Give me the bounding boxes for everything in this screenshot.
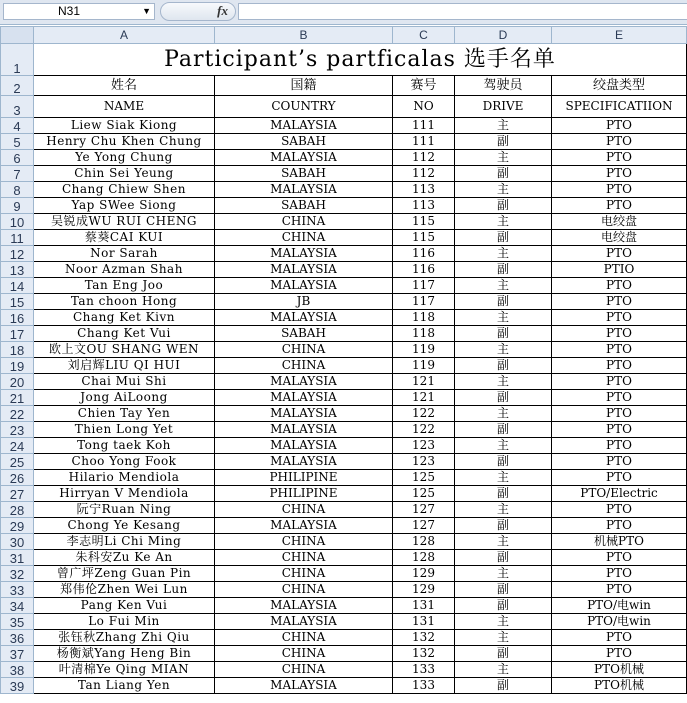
cell-name[interactable]: Hilario Mendiola xyxy=(34,470,215,486)
cell-specification[interactable]: PTO xyxy=(552,422,687,438)
row-header[interactable]: 17 xyxy=(1,326,34,342)
cell-drive[interactable]: 主 xyxy=(455,182,552,198)
cell-country[interactable]: CHINA xyxy=(215,630,393,646)
cell-drive[interactable]: 副 xyxy=(455,598,552,614)
cell-specification[interactable]: PTO xyxy=(552,310,687,326)
cell-specification[interactable]: PTO xyxy=(552,166,687,182)
column-header-d[interactable]: D xyxy=(455,27,552,44)
cell-name[interactable]: Chong Ye Kesang xyxy=(34,518,215,534)
cell-specification[interactable]: PTO xyxy=(552,246,687,262)
cell-number[interactable]: 128 xyxy=(393,550,455,566)
table-row xyxy=(1,518,687,534)
row-header[interactable]: 25 xyxy=(1,454,34,470)
cell-country[interactable]: MALAYSIA xyxy=(215,182,393,198)
cell-country[interactable]: MALAYSIA xyxy=(215,438,393,454)
cell-number[interactable]: 132 xyxy=(393,630,455,646)
cell-country[interactable]: PHILIPINE xyxy=(215,470,393,486)
cell-specification[interactable]: PTO xyxy=(552,438,687,454)
cell-number[interactable]: 117 xyxy=(393,294,455,310)
row-header[interactable]: 13 xyxy=(1,262,34,278)
cell-country[interactable]: CHINA xyxy=(215,230,393,246)
cell-specification[interactable]: PTO xyxy=(552,342,687,358)
header-en-name[interactable]: NAME xyxy=(34,96,215,118)
table-row xyxy=(1,534,687,550)
row-header[interactable]: 11 xyxy=(1,230,34,246)
cell-name[interactable]: Choo Yong Fook xyxy=(34,454,215,470)
cell-specification[interactable]: PTO xyxy=(552,454,687,470)
table-row xyxy=(1,262,687,278)
cell-specification[interactable]: PTO xyxy=(552,566,687,582)
row-header[interactable]: 35 xyxy=(1,614,34,630)
cell-specification[interactable]: PTO xyxy=(552,518,687,534)
cell-country[interactable]: CHINA xyxy=(215,358,393,374)
cell-drive[interactable]: 副 xyxy=(455,454,552,470)
table-row xyxy=(1,470,687,486)
cell-drive[interactable]: 主 xyxy=(455,310,552,326)
table-row xyxy=(1,246,687,262)
cell-number[interactable]: 121 xyxy=(393,374,455,390)
cell-specification[interactable]: PTO xyxy=(552,470,687,486)
row-header[interactable]: 15 xyxy=(1,294,34,310)
table-row xyxy=(1,294,687,310)
table-row xyxy=(1,614,687,630)
cell-specification[interactable]: PTO xyxy=(552,118,687,134)
cell-country[interactable]: MALAYSIA xyxy=(215,454,393,470)
cell-specification[interactable]: PTO xyxy=(552,582,687,598)
column-header-c[interactable]: C xyxy=(393,27,455,44)
table-row xyxy=(1,422,687,438)
cell-specification[interactable]: PTO xyxy=(552,550,687,566)
table-row xyxy=(1,358,687,374)
cell-country[interactable]: MALAYSIA xyxy=(215,374,393,390)
cell-country[interactable]: MALAYSIA xyxy=(215,598,393,614)
cell-name[interactable]: 刘启辉LIU QI HUI xyxy=(34,358,215,374)
cell-specification[interactable]: PTO/Electric xyxy=(552,486,687,502)
function-area xyxy=(160,2,236,21)
cell-drive[interactable]: 副 xyxy=(455,518,552,534)
table-row xyxy=(1,326,687,342)
cell-number[interactable]: 119 xyxy=(393,358,455,374)
row-header[interactable]: 21 xyxy=(1,390,34,406)
cell-drive[interactable]: 副 xyxy=(455,646,552,662)
table-row xyxy=(1,486,687,502)
cell-number[interactable]: 113 xyxy=(393,182,455,198)
cell-name[interactable]: Pang Ken Vui xyxy=(34,598,215,614)
cell-country[interactable]: CHINA xyxy=(215,502,393,518)
cell-number[interactable]: 131 xyxy=(393,614,455,630)
cell-number[interactable]: 123 xyxy=(393,454,455,470)
cell-specification[interactable]: PTO机械 xyxy=(552,662,687,678)
column-header-row xyxy=(1,27,687,44)
cell-drive[interactable]: 副 xyxy=(455,134,552,150)
row-header[interactable]: 31 xyxy=(1,550,34,566)
cell-drive[interactable]: 主 xyxy=(455,502,552,518)
table-row xyxy=(1,198,687,214)
row-header[interactable]: 39 xyxy=(1,678,34,694)
cell-drive[interactable]: 副 xyxy=(455,486,552,502)
row-header[interactable]: 6 xyxy=(1,150,34,166)
cell-country[interactable]: CHINA xyxy=(215,534,393,550)
cell-name[interactable]: Thien Long Yet xyxy=(34,422,215,438)
cell-number[interactable]: 125 xyxy=(393,486,455,502)
cell-country[interactable]: MALAYSIA xyxy=(215,422,393,438)
cell-specification[interactable]: PTO xyxy=(552,150,687,166)
table-row xyxy=(1,230,687,246)
formula-input[interactable] xyxy=(238,3,687,20)
row-header[interactable]: 10 xyxy=(1,214,34,230)
cell-name[interactable]: 李志明Li Chi Ming xyxy=(34,534,215,550)
cell-country[interactable]: MALAYSIA xyxy=(215,518,393,534)
cell-drive[interactable]: 主 xyxy=(455,630,552,646)
cell-name[interactable]: Chai Mui Shi xyxy=(34,374,215,390)
cell-specification[interactable]: PTO机械 xyxy=(552,678,687,694)
cell-specification[interactable]: PTO xyxy=(552,358,687,374)
table-row xyxy=(1,214,687,230)
name-box[interactable] xyxy=(3,3,155,20)
row-header[interactable]: 18 xyxy=(1,342,34,358)
cell-drive[interactable]: 主 xyxy=(455,278,552,294)
cell-drive[interactable]: 副 xyxy=(455,582,552,598)
table-row xyxy=(1,454,687,470)
cell-country[interactable]: MALAYSIA xyxy=(215,262,393,278)
sheet-table xyxy=(0,26,687,694)
row-header[interactable]: 37 xyxy=(1,646,34,662)
cell-country[interactable]: JB xyxy=(215,294,393,310)
cell-name[interactable]: 蔡葵CAI KUI xyxy=(34,230,215,246)
cell-country[interactable]: SABAH xyxy=(215,134,393,150)
cell-number[interactable]: 133 xyxy=(393,678,455,694)
cell-name[interactable]: 吴锐成WU RUI CHENG xyxy=(34,214,215,230)
cell-number[interactable]: 131 xyxy=(393,598,455,614)
cell-country[interactable]: SABAH xyxy=(215,198,393,214)
row-header[interactable]: 3 xyxy=(1,96,34,118)
cell-drive[interactable]: 主 xyxy=(455,214,552,230)
row-header[interactable]: 12 xyxy=(1,246,34,262)
cell-number[interactable]: 115 xyxy=(393,230,455,246)
cell-country[interactable]: CHINA xyxy=(215,646,393,662)
table-row xyxy=(1,134,687,150)
header-en-no[interactable]: NO xyxy=(393,96,455,118)
cell-drive[interactable]: 主 xyxy=(455,438,552,454)
cell-name[interactable]: 阮宁Ruan Ning xyxy=(34,502,215,518)
cell-name[interactable]: 朱科安Zu Ke An xyxy=(34,550,215,566)
cell-number[interactable]: 121 xyxy=(393,390,455,406)
cell-specification[interactable]: PTO xyxy=(552,198,687,214)
cell-number[interactable]: 122 xyxy=(393,422,455,438)
row-header[interactable]: 33 xyxy=(1,582,34,598)
row-header[interactable]: 4 xyxy=(1,118,34,134)
row-header[interactable]: 5 xyxy=(1,134,34,150)
cell-number[interactable]: 117 xyxy=(393,278,455,294)
cell-country[interactable]: CHINA xyxy=(215,662,393,678)
cell-drive[interactable]: 主 xyxy=(455,566,552,582)
row-header[interactable]: 16 xyxy=(1,310,34,326)
title-row xyxy=(1,44,687,76)
cell-specification[interactable]: PTO xyxy=(552,502,687,518)
cell-number[interactable]: 116 xyxy=(393,246,455,262)
table-row xyxy=(1,278,687,294)
cell-name[interactable]: Hirryan V Mendiola xyxy=(34,486,215,502)
sheet-title[interactable]: Participant’s partficalas 选手名单 xyxy=(34,44,687,76)
cell-drive[interactable]: 副 xyxy=(455,166,552,182)
cell-name[interactable]: Chang Chiew Shen xyxy=(34,182,215,198)
cell-specification[interactable]: 电绞盘 xyxy=(552,214,687,230)
cell-specification[interactable]: PTO xyxy=(552,294,687,310)
cell-name[interactable]: Tong taek Koh xyxy=(34,438,215,454)
row-header[interactable]: 7 xyxy=(1,166,34,182)
cell-drive[interactable]: 主 xyxy=(455,406,552,422)
table-row xyxy=(1,662,687,678)
table-row xyxy=(1,502,687,518)
row-header[interactable]: 23 xyxy=(1,422,34,438)
cell-drive[interactable]: 副 xyxy=(455,358,552,374)
row-header[interactable]: 30 xyxy=(1,534,34,550)
cell-country[interactable]: PHILIPINE xyxy=(215,486,393,502)
cell-name[interactable]: 张钰秋Zhang Zhi Qiu xyxy=(34,630,215,646)
cell-specification[interactable]: PTO/电win xyxy=(552,598,687,614)
cell-drive[interactable]: 副 xyxy=(455,390,552,406)
cell-drive[interactable]: 主 xyxy=(455,374,552,390)
table-row xyxy=(1,118,687,134)
cell-number[interactable]: 123 xyxy=(393,438,455,454)
cell-name[interactable]: Tan Liang Yen xyxy=(34,678,215,694)
row-header[interactable]: 29 xyxy=(1,518,34,534)
table-row xyxy=(1,342,687,358)
row-header[interactable]: 28 xyxy=(1,502,34,518)
header-cn-name[interactable]: 姓名 xyxy=(34,76,215,96)
cell-name[interactable]: 郑伟伦Zhen Wei Lun xyxy=(34,582,215,598)
row-header[interactable]: 19 xyxy=(1,358,34,374)
cell-drive[interactable]: 主 xyxy=(455,150,552,166)
table-row xyxy=(1,182,687,198)
cell-number[interactable]: 125 xyxy=(393,470,455,486)
cell-country[interactable]: CHINA xyxy=(215,566,393,582)
table-row xyxy=(1,646,687,662)
table-row xyxy=(1,582,687,598)
cell-specification[interactable]: PTO xyxy=(552,374,687,390)
cell-country[interactable]: CHINA xyxy=(215,582,393,598)
cell-country[interactable]: MALAYSIA xyxy=(215,278,393,294)
cell-number[interactable]: 118 xyxy=(393,326,455,342)
table-row xyxy=(1,406,687,422)
cell-number[interactable]: 119 xyxy=(393,342,455,358)
header-cn-spec[interactable]: 绞盘类型 xyxy=(552,76,687,96)
table-row xyxy=(1,374,687,390)
row-header[interactable]: 9 xyxy=(1,198,34,214)
cell-drive[interactable]: 主 xyxy=(455,470,552,486)
header-en-drive[interactable]: DRIVE xyxy=(455,96,552,118)
row-header[interactable]: 14 xyxy=(1,278,34,294)
cell-number[interactable]: 133 xyxy=(393,662,455,678)
cell-number[interactable]: 127 xyxy=(393,518,455,534)
header-cn-country[interactable]: 国籍 xyxy=(215,76,393,96)
header-cn-no[interactable]: 赛号 xyxy=(393,76,455,96)
cell-drive[interactable]: 主 xyxy=(455,614,552,630)
chevron-down-icon[interactable]: ▼ xyxy=(142,6,151,16)
cell-drive[interactable]: 副 xyxy=(455,422,552,438)
row-header[interactable]: 26 xyxy=(1,470,34,486)
cell-country[interactable]: MALAYSIA xyxy=(215,614,393,630)
cell-name[interactable]: Ye Yong Chung xyxy=(34,150,215,166)
cell-country[interactable]: CHINA xyxy=(215,342,393,358)
table-row xyxy=(1,550,687,566)
cell-number[interactable]: 128 xyxy=(393,534,455,550)
cell-name[interactable]: 欧上文OU SHANG WEN xyxy=(34,342,215,358)
column-header-b[interactable]: B xyxy=(215,27,393,44)
cell-name[interactable]: 杨衡斌Yang Heng Bin xyxy=(34,646,215,662)
cell-number[interactable]: 111 xyxy=(393,134,455,150)
cell-drive[interactable]: 副 xyxy=(455,230,552,246)
cell-specification[interactable]: PTO xyxy=(552,326,687,342)
cell-specification[interactable]: PTO xyxy=(552,278,687,294)
row-header[interactable]: 1 xyxy=(1,44,34,76)
cell-name[interactable]: Yap SWee Siong xyxy=(34,198,215,214)
column-header-e[interactable]: E xyxy=(552,27,687,44)
cell-number[interactable]: 132 xyxy=(393,646,455,662)
cell-name[interactable]: Nor Sarah xyxy=(34,246,215,262)
table-row xyxy=(1,598,687,614)
cell-number[interactable]: 112 xyxy=(393,150,455,166)
spreadsheet-grid xyxy=(0,26,687,703)
cell-drive[interactable]: 副 xyxy=(455,262,552,278)
cell-name[interactable]: Liew Siak Kiong xyxy=(34,118,215,134)
header-en-spec[interactable]: SPECIFICATIION xyxy=(552,96,687,118)
cell-drive[interactable]: 副 xyxy=(455,198,552,214)
row-header[interactable]: 8 xyxy=(1,182,34,198)
row-header[interactable]: 38 xyxy=(1,662,34,678)
cell-specification[interactable]: PTO xyxy=(552,630,687,646)
table-row xyxy=(1,566,687,582)
cell-drive[interactable]: 副 xyxy=(455,294,552,310)
cell-name[interactable]: Chang Ket Kivn xyxy=(34,310,215,326)
insert-function-icon[interactable]: fx xyxy=(217,3,228,18)
row-header[interactable]: 20 xyxy=(1,374,34,390)
cell-number[interactable]: 115 xyxy=(393,214,455,230)
cell-specification[interactable]: PTO xyxy=(552,134,687,150)
cell-name[interactable]: 曾广坪Zeng Guan Pin xyxy=(34,566,215,582)
cell-number[interactable]: 118 xyxy=(393,310,455,326)
row-header[interactable]: 22 xyxy=(1,406,34,422)
table-row xyxy=(1,166,687,182)
cell-country[interactable]: CHINA xyxy=(215,214,393,230)
cell-name[interactable]: Tan choon Hong xyxy=(34,294,215,310)
cell-name[interactable]: Lo Fui Min xyxy=(34,614,215,630)
cell-country[interactable]: MALAYSIA xyxy=(215,390,393,406)
column-header-a[interactable]: A xyxy=(34,27,215,44)
cell-country[interactable]: MALAYSIA xyxy=(215,310,393,326)
table-row xyxy=(1,150,687,166)
cell-country[interactable]: MALAYSIA xyxy=(215,118,393,134)
cell-drive[interactable]: 副 xyxy=(455,326,552,342)
cell-name[interactable]: 叶清棉Ye Qing MIAN xyxy=(34,662,215,678)
cell-country[interactable]: SABAH xyxy=(215,326,393,342)
row-header[interactable]: 24 xyxy=(1,438,34,454)
cell-specification[interactable]: PTO xyxy=(552,182,687,198)
table-row xyxy=(1,390,687,406)
cell-name[interactable]: Henry Chu Khen Chung xyxy=(34,134,215,150)
header-cn-drive[interactable]: 驾驶员 xyxy=(455,76,552,96)
cell-number[interactable]: 122 xyxy=(393,406,455,422)
cell-name[interactable]: Chien Tay Yen xyxy=(34,406,215,422)
row-header[interactable]: 32 xyxy=(1,566,34,582)
header-en-row xyxy=(1,96,687,118)
cell-specification[interactable]: PTO/电win xyxy=(552,614,687,630)
row-header[interactable]: 2 xyxy=(1,76,34,96)
table-row xyxy=(1,678,687,694)
formula-bar xyxy=(0,0,687,25)
cell-country[interactable]: MALAYSIA xyxy=(215,246,393,262)
cell-specification[interactable]: 机械PTO xyxy=(552,534,687,550)
cell-reference: N31 xyxy=(58,4,81,18)
cell-number[interactable]: 113 xyxy=(393,198,455,214)
cell-specification[interactable]: PTO xyxy=(552,390,687,406)
cell-specification[interactable]: PTO xyxy=(552,406,687,422)
header-en-country[interactable]: COUNTRY xyxy=(215,96,393,118)
cell-specification[interactable]: PTIO xyxy=(552,262,687,278)
cell-name[interactable]: Tan Eng Joo xyxy=(34,278,215,294)
table-row xyxy=(1,630,687,646)
cell-number[interactable]: 111 xyxy=(393,118,455,134)
cell-country[interactable]: MALAYSIA xyxy=(215,678,393,694)
cell-drive[interactable]: 主 xyxy=(455,342,552,358)
row-header[interactable]: 27 xyxy=(1,486,34,502)
cell-country[interactable]: SABAH xyxy=(215,166,393,182)
cell-drive[interactable]: 主 xyxy=(455,246,552,262)
cell-name[interactable]: Chang Ket Vui xyxy=(34,326,215,342)
cell-country[interactable]: MALAYSIA xyxy=(215,150,393,166)
row-header[interactable]: 34 xyxy=(1,598,34,614)
select-all-corner[interactable] xyxy=(1,27,34,44)
cell-number[interactable]: 129 xyxy=(393,566,455,582)
cell-name[interactable]: Noor Azman Shah xyxy=(34,262,215,278)
cell-drive[interactable]: 主 xyxy=(455,534,552,550)
cell-country[interactable]: CHINA xyxy=(215,550,393,566)
table-row xyxy=(1,438,687,454)
table-row xyxy=(1,310,687,326)
cell-name[interactable]: Jong AiLoong xyxy=(34,390,215,406)
cell-country[interactable]: MALAYSIA xyxy=(215,406,393,422)
cell-number[interactable]: 127 xyxy=(393,502,455,518)
cell-number[interactable]: 116 xyxy=(393,262,455,278)
cell-drive[interactable]: 副 xyxy=(455,678,552,694)
cell-name[interactable]: Chin Sei Yeung xyxy=(34,166,215,182)
row-header[interactable]: 36 xyxy=(1,630,34,646)
cell-number[interactable]: 112 xyxy=(393,166,455,182)
cell-specification[interactable]: 电绞盘 xyxy=(552,230,687,246)
cell-drive[interactable]: 主 xyxy=(455,662,552,678)
cell-specification[interactable]: PTO xyxy=(552,646,687,662)
cell-drive[interactable]: 主 xyxy=(455,118,552,134)
cell-drive[interactable]: 副 xyxy=(455,550,552,566)
header-cn-row xyxy=(1,76,687,96)
cell-number[interactable]: 129 xyxy=(393,582,455,598)
